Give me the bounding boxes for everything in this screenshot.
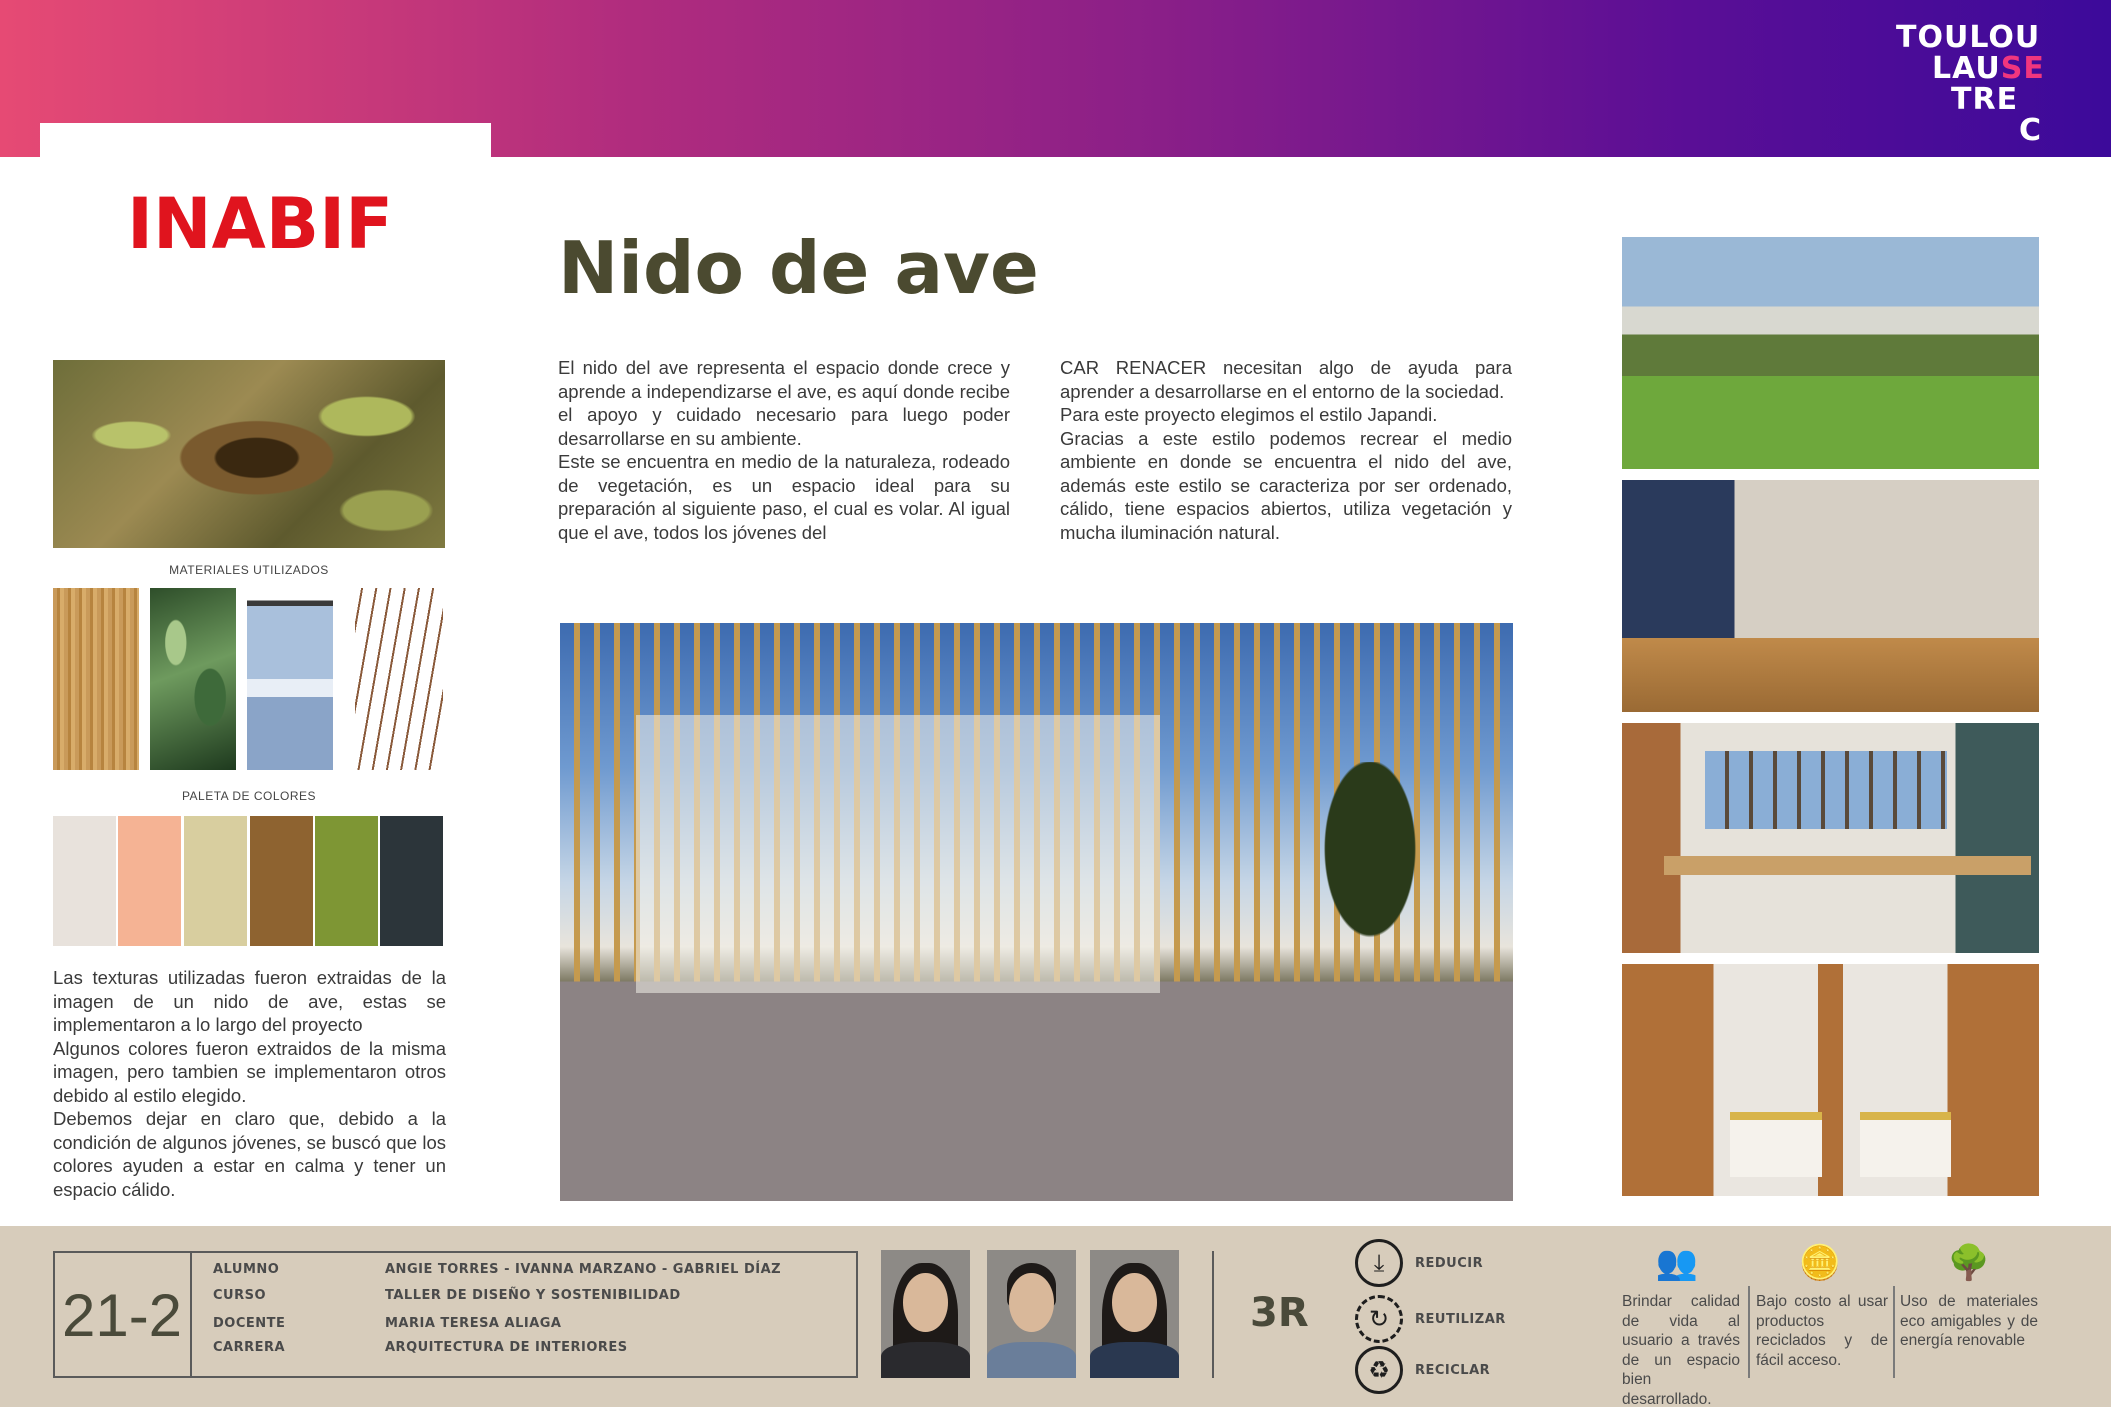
palette-swatch	[250, 816, 313, 946]
inabif-logo: INABIF	[127, 183, 394, 265]
label-alumno: ALUMNO	[213, 1262, 280, 1277]
info-box-divider	[190, 1251, 192, 1378]
benefit-divider	[1748, 1286, 1750, 1378]
garden-render	[1622, 237, 2039, 469]
palette-swatch	[184, 816, 247, 946]
materials-label: MATERIALES UTILIZADOS	[169, 563, 329, 577]
material-branches-swatch	[355, 588, 443, 770]
exterior-render	[560, 623, 1513, 1201]
description-column-2: CAR RENACER necesitan algo de ayuda para aprender a desarrollarse en el entorno de la sociedad. Para este proyecto elegimos el estilo Japandi. Gracias a este estilo podemos recrear el medio ambiente en donde se encuentra el nido del ave, además este estilo se caracteriza por ser ordenado, cálido, tiene espacios abiertos, utiliza vegetación y mucha iluminación natural.	[1060, 357, 1512, 543]
benefit-text: Brindar calidad de vida al usuario a través de un espacio bien desarrollado.	[1622, 1293, 1740, 1407]
reuse-icon: ↻	[1355, 1295, 1403, 1343]
palette-swatch	[118, 816, 181, 946]
material-plants-swatch	[150, 588, 236, 770]
value-curso: TALLER DE DISEÑO Y SOSTENIBILIDAD	[385, 1288, 681, 1303]
tree-icon: 🌳	[1947, 1243, 1991, 1283]
material-wood-swatch	[53, 588, 139, 770]
student-photo	[1090, 1250, 1179, 1378]
bedroom-render	[1622, 964, 2039, 1196]
label-carrera: CARRERA	[213, 1340, 286, 1355]
reduce-label: REDUCIR	[1415, 1256, 1484, 1271]
recycle-label: RECICLAR	[1415, 1363, 1491, 1378]
recycle-icon: ♻	[1355, 1346, 1403, 1394]
student-photo	[881, 1250, 970, 1378]
three-r-title: 3R	[1250, 1290, 1309, 1336]
value-docente: MARIA TERESA ALIAGA	[385, 1316, 562, 1331]
toulouse-lautrec-logo: TOULOU LAUSE TRE C	[1896, 20, 2045, 148]
student-photo	[987, 1250, 1076, 1378]
coins-icon: 🪙	[1798, 1243, 1842, 1283]
material-glass-swatch	[247, 588, 333, 770]
section-code: 21-2	[61, 1282, 183, 1349]
page-title: Nido de ave	[558, 226, 1039, 310]
header-tab	[40, 123, 491, 163]
office-render	[1622, 723, 2039, 953]
value-carrera: ARQUITECTURA DE INTERIORES	[385, 1340, 628, 1355]
benefit-divider	[1893, 1286, 1895, 1378]
label-docente: DOCENTE	[213, 1316, 286, 1331]
bird-nest-photo	[53, 360, 445, 548]
palette-label: PALETA DE COLORES	[181, 789, 317, 803]
footer-divider	[1212, 1251, 1214, 1378]
benefit-text: Uso de materiales eco amigables y de energía renovable	[1900, 1293, 2038, 1349]
benefit-text: Bajo costo al usar productos reciclados y de fácil acceso.	[1756, 1293, 1888, 1369]
palette-swatch	[380, 816, 443, 946]
description-column-1: El nido del ave representa el espacio donde crece y aprende a independizarse el ave, es aquí donde recibe el apoyo y cuidado necesario para luego poder desarrollarse en su ambiente. Este se encuentra en medio de la naturaleza, rodeado de vegetación, es un espacio ideal para su preparación al siguiente paso, el cual es volar. Al igual que el ave, todos los jóvenes del	[558, 357, 1010, 543]
reduce-icon: ⤓	[1355, 1239, 1403, 1287]
reuse-label: REUTILIZAR	[1415, 1312, 1506, 1327]
label-curso: CURSO	[213, 1288, 267, 1303]
value-alumno: ANGIE TORRES - IVANNA MARZANO - GABRIEL DÍAZ	[385, 1262, 782, 1277]
palette-swatch	[315, 816, 378, 946]
dining-room-render	[1622, 480, 2039, 712]
palette-swatch	[53, 816, 116, 946]
people-icon: 👥	[1655, 1243, 1699, 1283]
sidebar-text: Las texturas utilizadas fueron extraidas de la imagen de un nido de ave, estas se implementaron a lo largo del proyecto Algunos colores fueron extraidos de la misma imagen, pero tambien se implementaron otros debido al estilo elegido. Debemos dejar en claro que, debido a la condición de algunos jóvenes, se buscó que los colores ayuden a estar en calma y tener un espacio cálido.	[53, 967, 446, 1200]
